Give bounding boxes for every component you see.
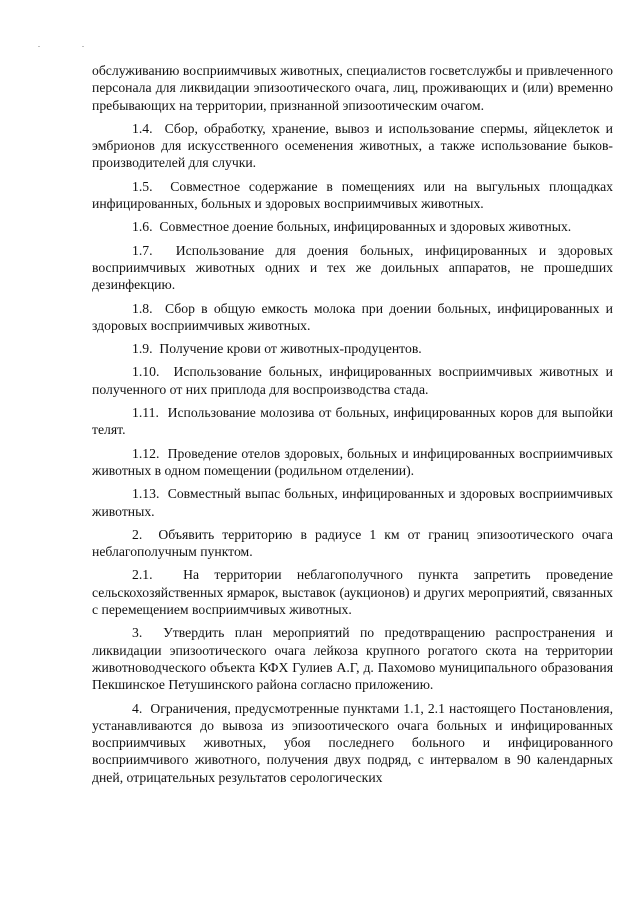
paragraph-text: Совместное доение больных, инфицированных и здоровых животных. [159, 219, 572, 235]
item-number: 2.1. [132, 567, 153, 583]
item-number: 1.12. [132, 445, 160, 461]
item-number: 1.8. [132, 300, 153, 316]
paragraph-item [92, 300, 613, 335]
paragraph-item [92, 218, 613, 235]
item-number: 3. [132, 625, 143, 641]
item-number: 1.4. [132, 120, 153, 136]
paragraph-text: Использование больных, инфицированных восприимчивых животных и полученного от них приплода для воспроизводства стада. [92, 364, 613, 397]
paragraph-item [92, 242, 613, 294]
paragraph-item [92, 624, 613, 693]
item-number: 1.13. [132, 486, 160, 502]
paragraph-text: Использование для доения больных, инфицированных и здоровых восприимчивых животных одних и тех же доильных аппаратов, не прошедших дезинфекцию. [92, 242, 614, 293]
item-number: 4. [132, 700, 143, 716]
document-body [92, 62, 613, 792]
item-number: 1.9. [132, 341, 153, 357]
paragraph-item [92, 485, 613, 520]
item-number: 2. [132, 526, 143, 542]
item-number: 1.6. [132, 219, 153, 235]
paragraph-text: Совместное содержание в помещениях или на выгульных площадках инфицированных, больных и здоровых восприимчивых животных. [92, 178, 614, 212]
item-number: 1.5. [132, 178, 153, 194]
paragraph-text: Сбор в общую емкость молока при доении больных, инфицированных и здоровых восприимчивых животных. [92, 300, 614, 333]
paragraph-text: обслуживанию восприимчивых животных, специалистов госветслужбы и привлеченного персонала для ликвидации эпизоотического очага, лиц, проживающих и (или) временно пребывающих на территории, признанной эпизоотическим очагом. [92, 63, 613, 113]
paragraph-item [92, 445, 613, 480]
paragraph-item [92, 404, 613, 439]
paragraph-item [92, 526, 613, 561]
item-number: 1.10. [132, 364, 160, 380]
paragraph-item [92, 700, 613, 786]
paragraph-text: Объявить территорию в радиусе 1 км от границ эпизоотического очага неблагополучным пунктом. [92, 526, 614, 560]
paragraph-item [92, 178, 613, 213]
paragraph-text: Проведение отелов здоровых, больных и инфицированных восприимчивых животных в одном помещении (родильном отделении). [92, 445, 613, 478]
item-number: 1.7. [132, 242, 153, 258]
paragraph-text: На территории неблагополучного пункта запретить проведение сельскохозяйственных ярмарок, выставок (аукционов) и других мероприятий, связанных с перемещением восприимчивых животных. [92, 567, 613, 618]
paragraph-item [92, 340, 613, 357]
scan-mark: . . [38, 40, 104, 49]
paragraph-text: Совместный выпас больных, инфицированных и здоровых восприимчивых животных. [92, 486, 613, 519]
paragraph-text: Ограничения, предусмотренные пунктами 1.1, 2.1 настоящего Постановления, устанавливаются до вывоза из эпизоотического очага больных и инфицированных восприимчивых животных, убоя последнего больного и инфицированного восприимчивого животного, получения двух подряд, с интервалом в 90 календарных дней, отрицательных результатов серологических [92, 700, 614, 785]
paragraph-item [92, 363, 613, 398]
paragraph-text: Получение крови от животных-продуцентов. [159, 341, 422, 357]
item-number: 1.11. [132, 405, 159, 421]
paragraph-item [92, 120, 613, 172]
paragraph-continuation [92, 62, 613, 114]
paragraph-item [92, 566, 613, 618]
paragraph-text: Использование молозива от больных, инфицированных коров для выпойки телят. [92, 405, 613, 438]
paragraph-text: Утвердить план мероприятий по предотвращению распространения и ликвидации эпизоотического очага лейкоза крупного рогатого скота на территории животноводческого объекта КФХ Гулиев А.Г, д. Пахомово муниципального образования Пекшинское Петушинского района согласно приложению. [92, 625, 613, 693]
paragraph-text: Сбор, обработку, хранение, вывоз и использование спермы, яйцеклеток и эмбрионов для искусственного осеменения животных, а также использование быков-производителей для случки. [92, 120, 613, 171]
